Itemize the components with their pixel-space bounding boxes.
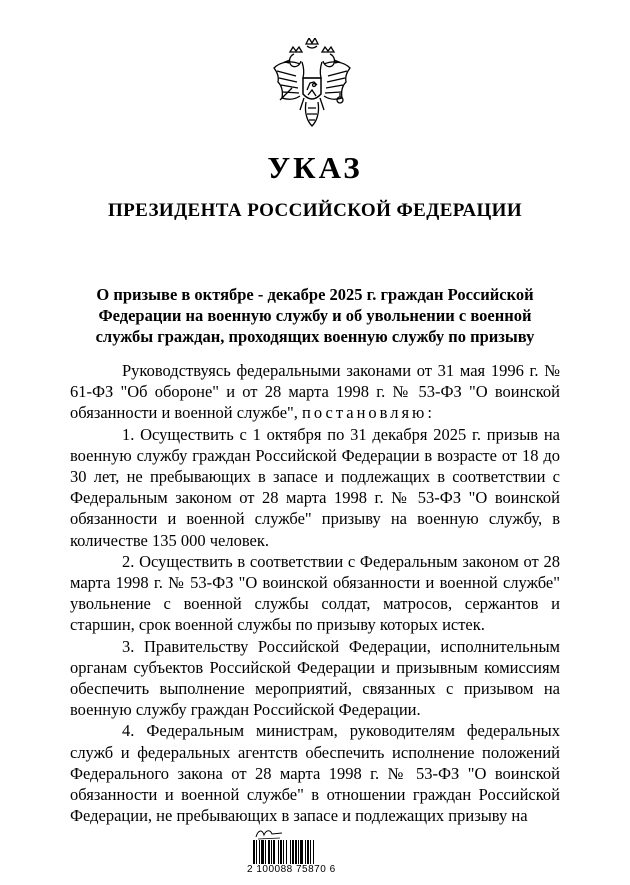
document-type-heading: УКАЗ — [267, 150, 363, 185]
barcode-bar — [310, 840, 311, 864]
barcode-bar — [305, 840, 306, 864]
decree-title-line: службы граждан, проходящих военную службу по призыву — [95, 327, 535, 346]
barcode-bar — [271, 840, 272, 864]
decree-paragraph-3: 3. Правительству Российской Федерации, исполнительным органам субъектов Российской Федерации и призывным комиссиям обеспечить выполнение мероприятий, связанных с призывом на военную службу граждан Российской Федерации. — [70, 636, 560, 720]
barcode-bar — [280, 840, 282, 864]
barcode-bar — [278, 840, 279, 864]
barcode-bar — [261, 840, 264, 864]
barcode-bar — [286, 840, 287, 864]
decree-title-line: Федерации на военную службу и об увольнении с военной — [98, 306, 532, 325]
barcode-bar — [298, 840, 299, 864]
barcode-bar — [313, 840, 314, 864]
barcode-bar — [256, 840, 257, 864]
russian-coat-of-arms-icon — [270, 38, 354, 134]
barcode-icon — [253, 840, 329, 864]
decree-title-line: О призыве в октябре - декабре 2025 г. граждан Российской — [96, 285, 534, 304]
decree-paragraph-2: 2. Осуществить в соответствии с Федеральным законом от 28 марта 1998 г. № 53-ФЗ "О воинской обязанности и военной службе" увольнение с военной службы солдат, матросов, сержантов и старшин, срок военной службы по призыву которых истек. — [70, 551, 560, 635]
barcode-bar — [295, 840, 297, 864]
decree-body — [70, 360, 560, 826]
barcode-bar — [265, 840, 266, 864]
decree-paragraph-4: 4. Федеральным министрам, руководителям федеральных служб и федеральных агентств обеспечить исполнение положений Федерального закона от 28 марта 1998 г. № 53-ФЗ "О воинской обязанности и военной службе" в отношении граждан Российской Федерации, не пребывающих в запасе и подлежащих призыву на — [70, 721, 560, 826]
barcode-bar — [292, 840, 294, 864]
issuer-heading: ПРЕЗИДЕНТА РОССИЙСКОЙ ФЕДЕРАЦИИ — [107, 200, 523, 221]
barcode-bar — [273, 840, 275, 864]
small-stamp-mark-icon — [252, 826, 288, 840]
barcode-bar — [268, 840, 270, 864]
preamble-paragraph — [70, 360, 560, 424]
barcode-number: 2 100088 75870 6 — [247, 864, 336, 875]
preamble-text: Руководствуясь федеральными законами от 31 мая 1996 г. № 61-ФЗ "Об обороне" и от 28 марта 1998 г. № 53-ФЗ "О воинской обязанности и военной службе", — [70, 361, 560, 423]
decree-title — [72, 284, 558, 347]
barcode-bar — [283, 840, 284, 864]
barcode-bar — [307, 840, 309, 864]
decree-paragraph-1: 1. Осуществить с 1 октября по 31 декабря 2025 г. призыв на военную службу граждан Российской Федерации в возрасте от 18 до 30 лет, не пребывающих в запасе и подлежащих в соответствии с Федеральным законом от 28 марта 1998 г. № 53-ФЗ "О воинской обязанности и военной службе" призыву на военную службу, в количестве 135 000 человек. — [70, 424, 560, 550]
barcode-bar — [259, 840, 260, 864]
barcode-bar — [300, 840, 303, 864]
barcode-bar — [290, 840, 291, 864]
barcode-bar — [253, 840, 255, 864]
preamble-verb: постановляю: — [302, 403, 435, 423]
